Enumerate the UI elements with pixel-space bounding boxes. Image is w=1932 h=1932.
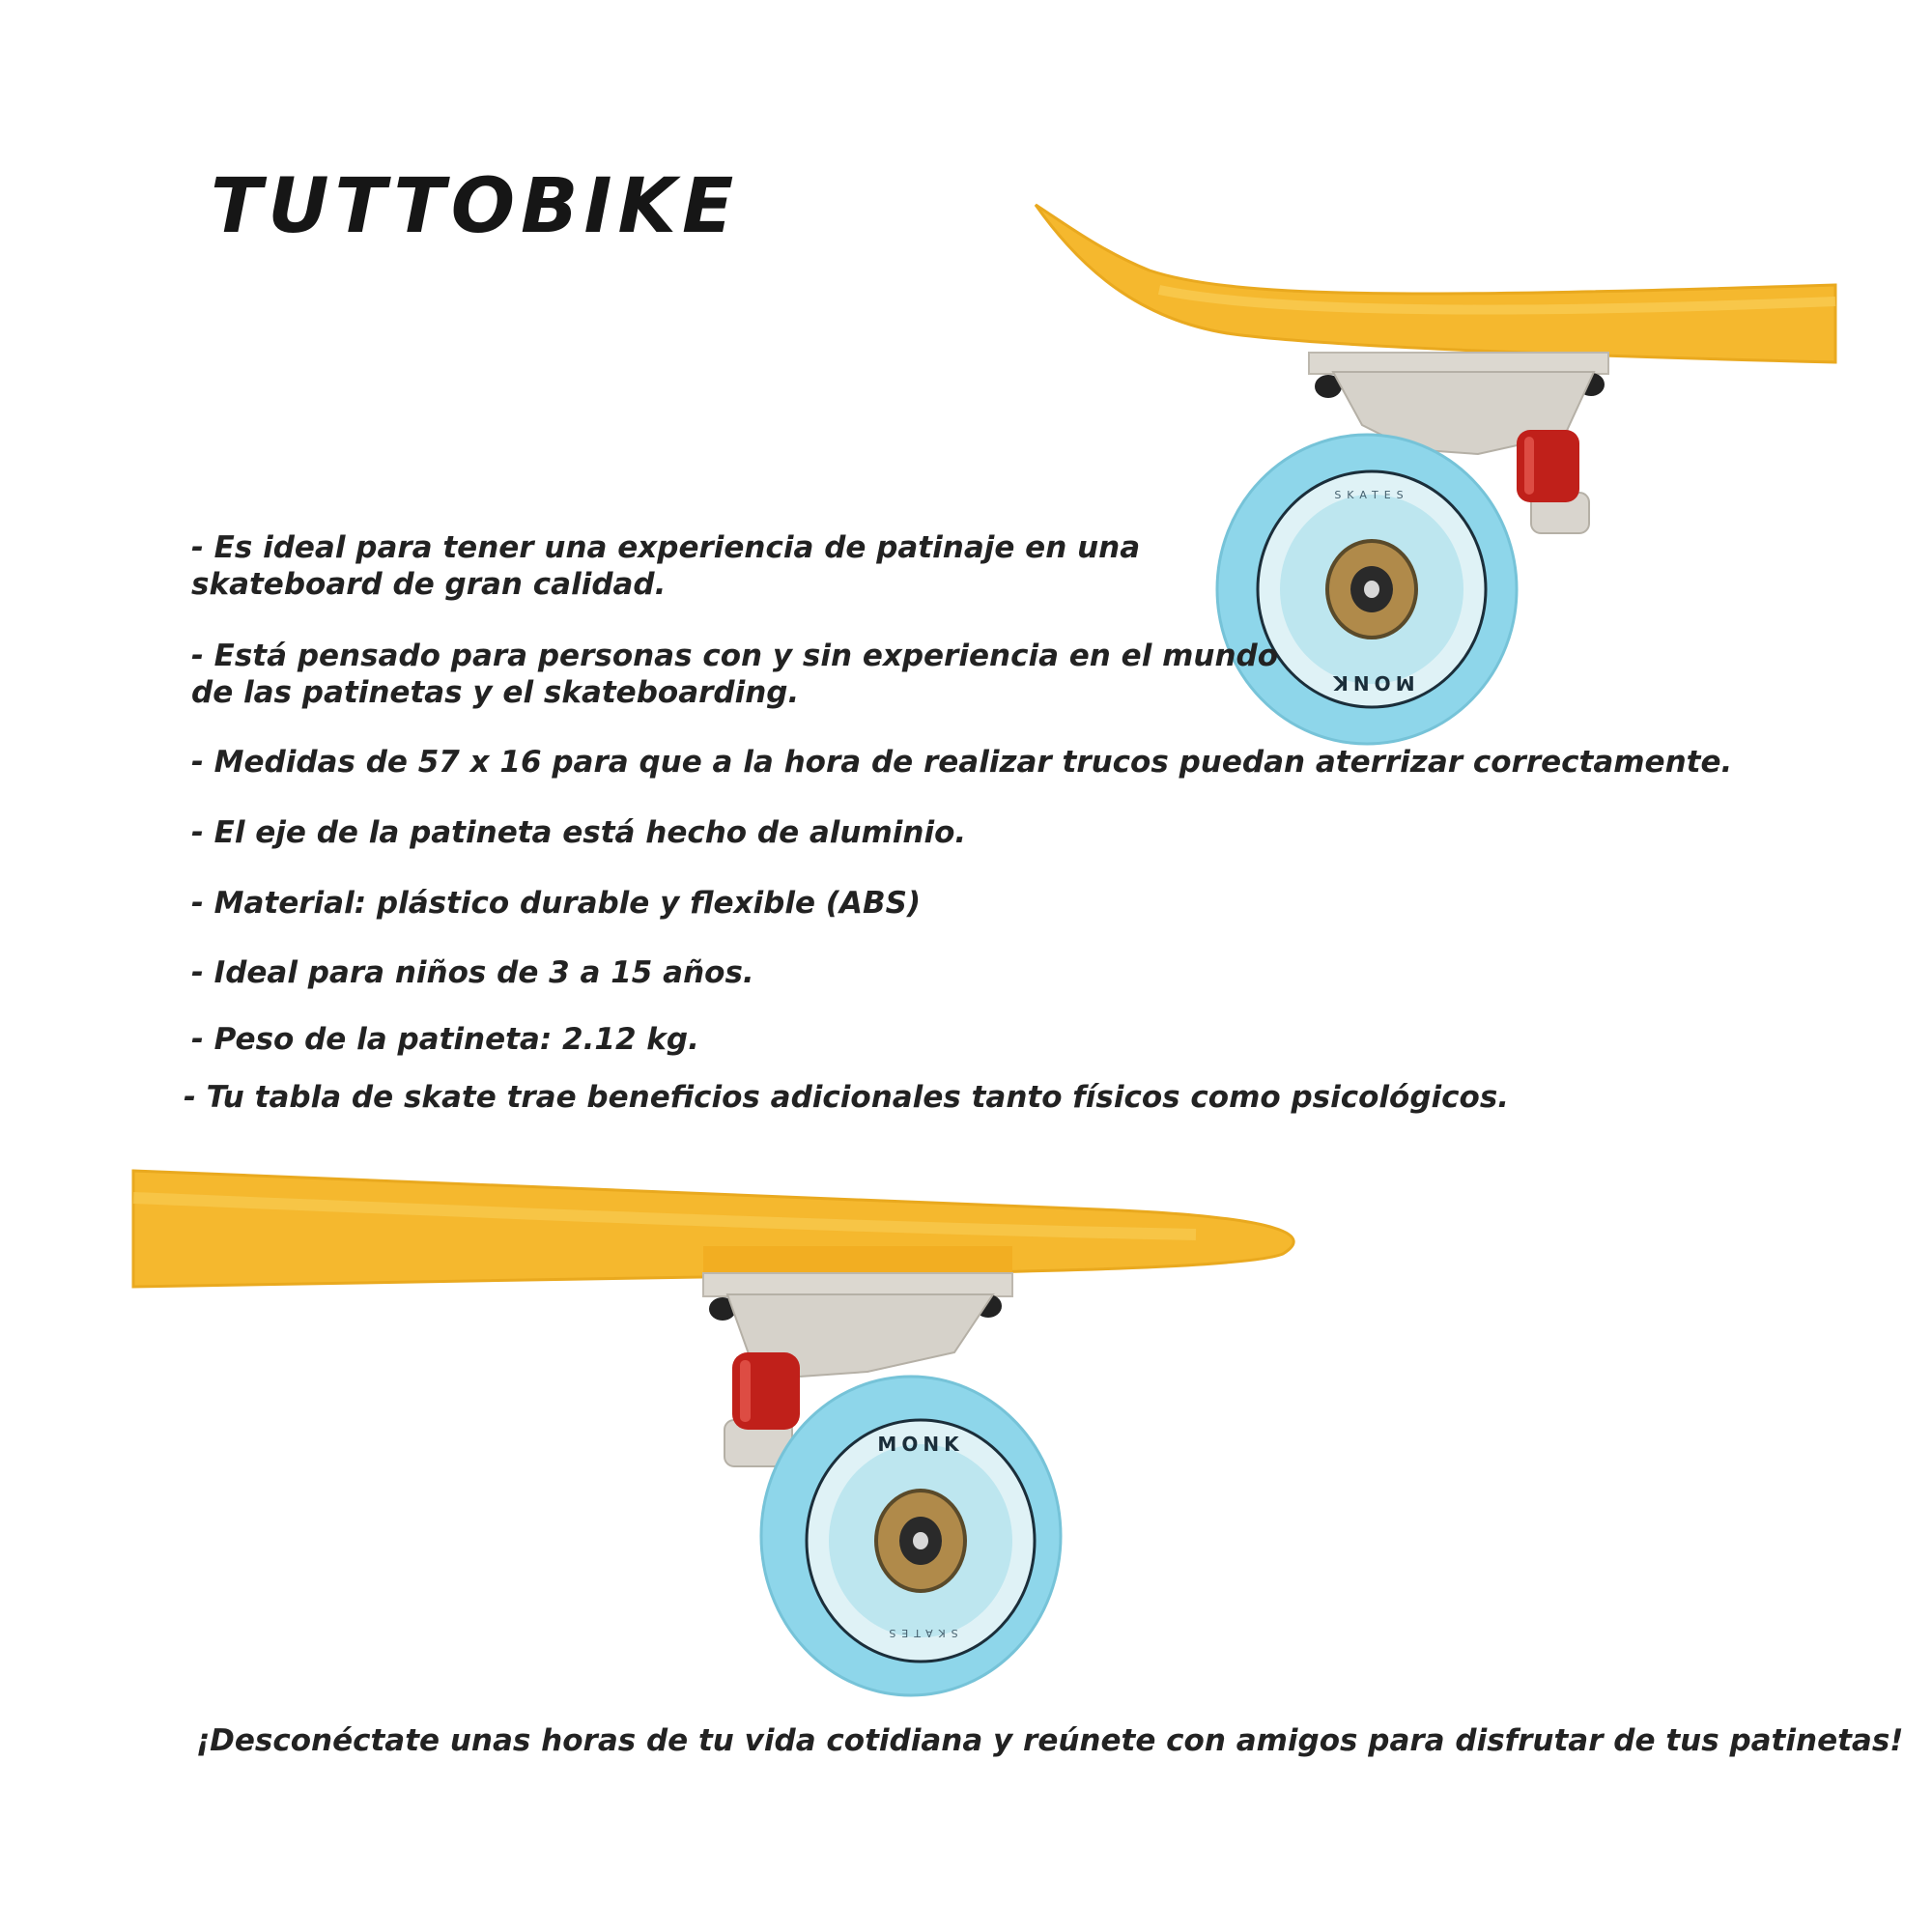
feature-item-8: - Tu tabla de skate trae beneficios adicionales tanto físicos como psicológicos. <box>184 1080 1510 1115</box>
wheel-brand-label: MONK <box>1328 671 1415 695</box>
feature-item-7: - Peso de la patineta: 2.12 kg. <box>191 1022 699 1057</box>
skateboard-top-image <box>1024 193 1835 715</box>
wheel-bottom <box>761 1377 1061 1695</box>
feature-item-1: - Es ideal para tener una experiencia de patinaje en una skateboard de gran calidad. <box>191 530 1141 602</box>
deck-top <box>1036 205 1835 362</box>
wheel-sub-label-bottom: SKATES <box>883 1627 958 1639</box>
brand-logo-text: TUTTOBIKE <box>211 163 740 249</box>
footer-tagline: ¡Desconéctate unas horas de tu vida cotidiana y reúnete con amigos para disfrutar de tus patinetas! <box>196 1723 1904 1758</box>
truck-baseplate-bottom <box>703 1273 1012 1296</box>
feature-item-3: - Medidas de 57 x 16 para que a la hora de realizar trucos puedan aterrizar correctamente. <box>191 745 1733 780</box>
wheel-brand-label-bottom: MONK <box>877 1433 964 1456</box>
feature-item-5: - Material: plástico durable y flexible (ABS) <box>191 886 922 921</box>
feature-item-2: - Está pensado para personas con y sin experiencia en el mundo de las patinetas y el skateboarding. <box>191 639 1279 710</box>
brand-logo <box>211 162 819 249</box>
wheel-sub-label: SKATES <box>1334 489 1409 501</box>
skateboard-bottom-image <box>133 1159 1312 1700</box>
feature-item-4: - El eje de la patineta está hecho de aluminio. <box>191 815 967 850</box>
feature-item-6: - Ideal para niños de 3 a 15 años. <box>191 955 754 990</box>
truck-baseplate <box>1309 353 1608 374</box>
